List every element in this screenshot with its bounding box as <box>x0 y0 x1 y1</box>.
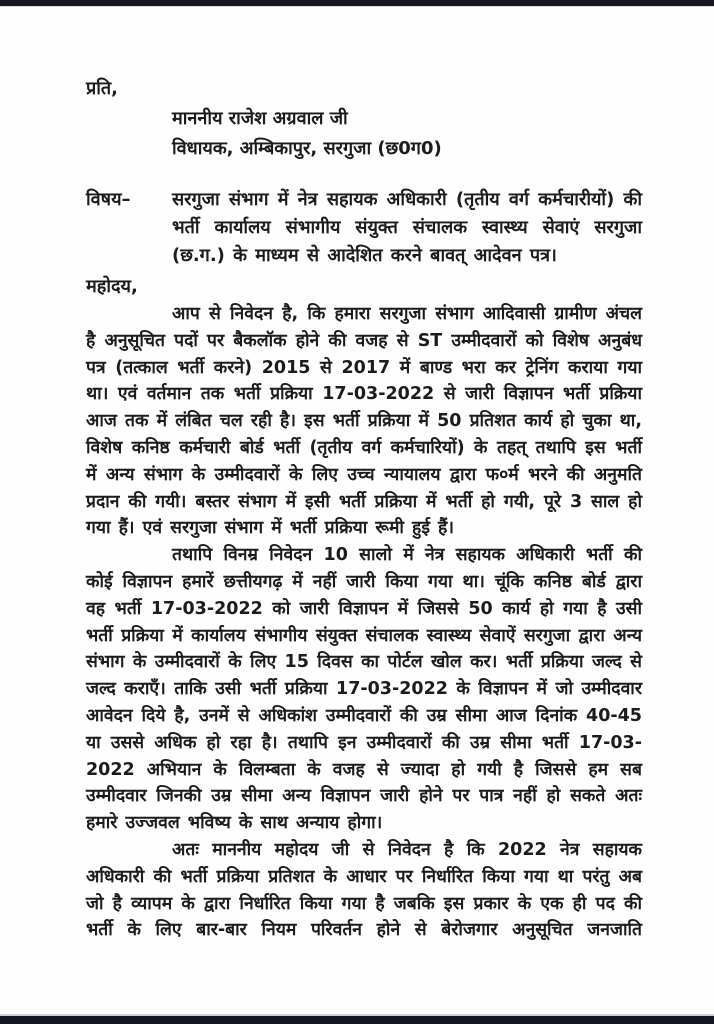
body-paragraph-2: तथापि विनम्र निवेदन 10 सालो में नेत्र सहायक अधिकारी भर्ती की कोई विज्ञापन हमारें छत्तीयगढ़ में नहीं जारी किया गया था। चूंकि कनिष्ठ बोर्ड द्वारा वह भर्ती 17-03-2022 को जारी विज्ञापन में जिससे 50 कार्य हो गया है उसी भर्ती प्रक्रिया में कार्यालय संभागीय संयुक्त संचालक स्वास्थ्य सेवाऐं सरगुजा द्वारा अन्य संभाग के उम्मीदवारों के लिए 15 दिवस का पोर्टल खोल कर। भर्ती प्रक्रिया जल्द से जल्द कराएँ। ताकि उसी भर्ती प्रक्रिया 17-03-2022 के विज्ञापन में जो उम्मीदवार आवेदन दिये है, उनमें से अधिकांश उम्मीदवारों की उम्र सीमा आज दिनांक 40-45 या उससे अधिक हो रहा है। तथापि इन उम्मीदवारों की उम्र सीमा भर्ती 17-03-2022 अभियान के विलम्बता के वजह से ज्यादा हो गयी है जिससे हम सब उम्मीदवार जिनकी उम्र सीमा अन्य विज्ञापन जारी होने पर पात्र नहीं हो सकते अतः हमारे उज्जवल भविष्य के साथ अन्याय होगा। <box>86 545 642 834</box>
greeting-line: महोदय, <box>86 276 138 297</box>
subject-row <box>86 186 642 270</box>
addressee-title-line: विधायक, अम्बिकापुर, सरगुजा (छ0ग0) <box>172 138 442 159</box>
subject-label: विषय– <box>86 189 131 210</box>
subject-text: सरगुजा संभाग में नेत्र सहायक अधिकारी (तृतीय वर्ग कर्मचारीयों) की भर्ती कार्यालय संभागीय संयुक्त संचालक स्वास्थ्य सेवाएं सरगुजा (छ.ग.) के माध्यम से आदेशित करने बावत् आदेवन पत्र। <box>172 189 642 266</box>
letter-document <box>86 74 642 944</box>
addressee-name-line: माननीय राजेश अग्रवाल जी <box>172 108 348 129</box>
salutation-line: प्रति, <box>86 78 119 99</box>
addressee-block <box>172 104 642 164</box>
top-black-bar <box>0 0 714 7</box>
bottom-black-bar <box>0 1016 714 1024</box>
body-paragraph-3: अतः माननीय महोदय जी से निवेदन है कि 2022 नेत्र सहायक अधिकारी की भर्ती प्रक्रिया प्रतिशत के आधार पर निर्धारित किया गया था परंतु अब जो है व्यापम के द्वारा निर्धारित किया गया है जबकि इस प्रकार के एक ही पद की भर्ती के लिए बार-बार नियम परिवर्तन होने से बेरोजगार अनुसूचित जनजाति <box>86 839 642 941</box>
body-paragraph-1: आप से निवेदन है, कि हमारा सरगुजा संभाग आदिवासी ग्रामीण अंचल है अनुसूचित पदों पर बैकलॉक होने की वजह से ST उम्मीदवारों को विशेष अनुबंध पत्र (तत्काल भर्ती करने) 2015 से 2017 में बाण्ड भरा कर ट्रेनिंग कराया गया था। एवं वर्तमान तक भर्ती प्रक्रिया 17-03-2022 से जारी विज्ञापन भर्ती प्रक्रिया आज तक में लंबित चल रही है। इस भर्ती प्रक्रिया में 50 प्रतिशत कार्य हो चुका था, विशेष कनिष्ठ कर्मचारी बोर्ड भर्ती (तृतीय वर्ग कर्मचारियों) के तहत् तथापि इस भर्ती में अन्य संभाग के उम्मीदवारों के लिए उच्च न्यायालय द्वारा फ०र्म भरने की अनुमति प्रदान की गयी। बस्तर संभाग में इसी भर्ती प्रक्रिया में भर्ती हो गयी, पूरे 3 साल हो गया हैं। एवं सरगुजा संभाग में भर्ती प्रक्रिया रूमी हुई हैं। <box>86 304 642 539</box>
